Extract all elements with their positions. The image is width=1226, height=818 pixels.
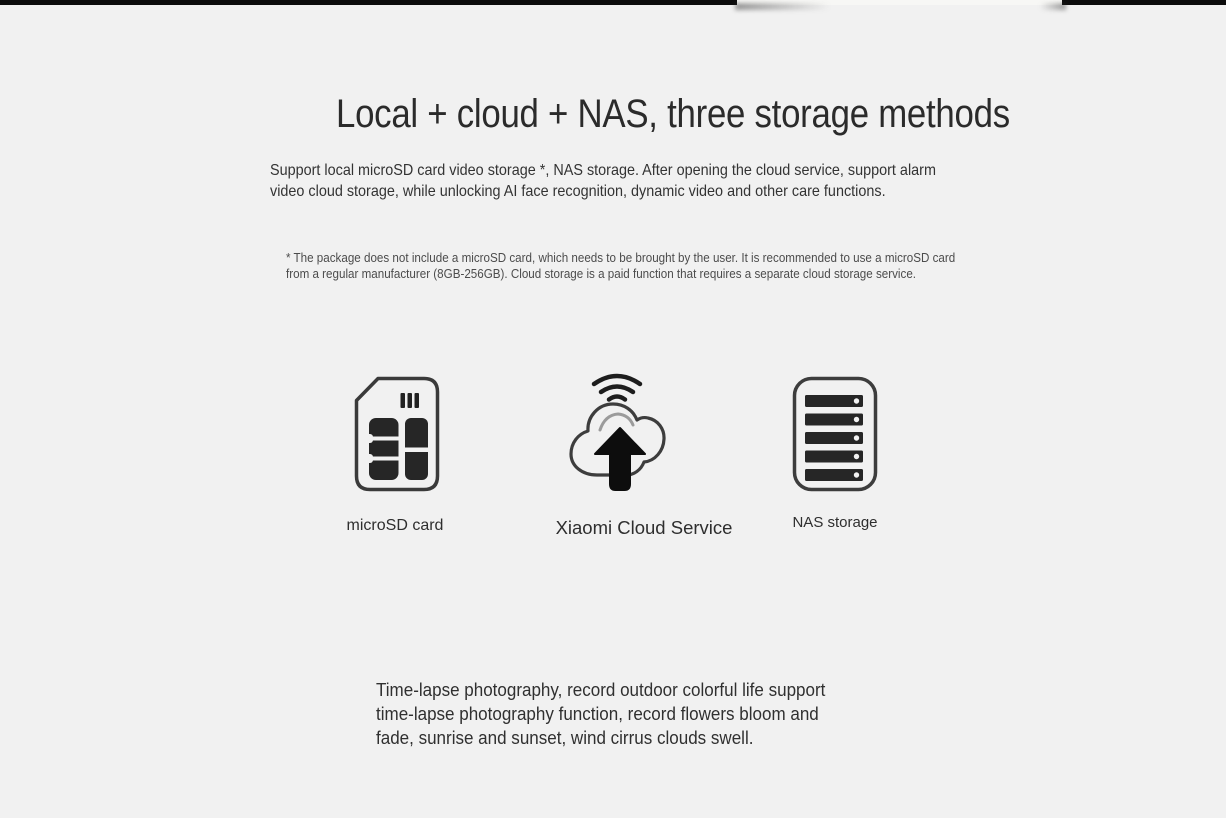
microsd-card-label: microSD card xyxy=(346,517,444,534)
nas-storage-label: NAS storage xyxy=(792,514,878,531)
subtitle-line-2: video cloud storage, while unlocking AI face recognition, dynamic video and other care functions. xyxy=(270,183,886,200)
method-nas xyxy=(791,375,879,498)
microsd-card-icon xyxy=(353,375,441,493)
subtitle-line-1: Support local microSD card video storage *, NAS storage. After opening the cloud service, support alarm xyxy=(270,162,936,179)
top-strip-shadow-left xyxy=(735,3,830,10)
footnote-line-2: from a regular manufacturer (8GB-256GB). Cloud storage is a paid function that requires a separate cloud storage service. xyxy=(286,267,917,281)
footnote-line-1: * The package does not include a microSD card, which needs to be brought by the user. It is recommended to use a microSD card xyxy=(286,251,956,265)
timelapse-line-3: fade, sunrise and sunset, wind cirrus clouds swell. xyxy=(376,727,754,748)
cloud-upload-icon xyxy=(567,371,667,497)
timelapse-line-1: Time-lapse photography, record outdoor colorful life support xyxy=(376,679,826,700)
section-title: Local + cloud + NAS, three storage methods xyxy=(336,92,1010,136)
section-footnote xyxy=(286,250,955,282)
section-subtitle xyxy=(270,160,936,202)
top-strip-right xyxy=(1062,0,1226,5)
timelapse-paragraph xyxy=(376,678,825,750)
xiaomi-cloud-service-label: Xiaomi Cloud Service xyxy=(555,517,733,538)
method-microsd xyxy=(353,375,441,498)
top-strip-shadow-right xyxy=(1040,3,1066,10)
timelapse-line-2: time-lapse photography function, record flowers bloom and xyxy=(376,703,819,724)
top-strip-left xyxy=(0,0,737,5)
method-cloud xyxy=(567,371,667,502)
nas-server-icon xyxy=(791,375,879,493)
